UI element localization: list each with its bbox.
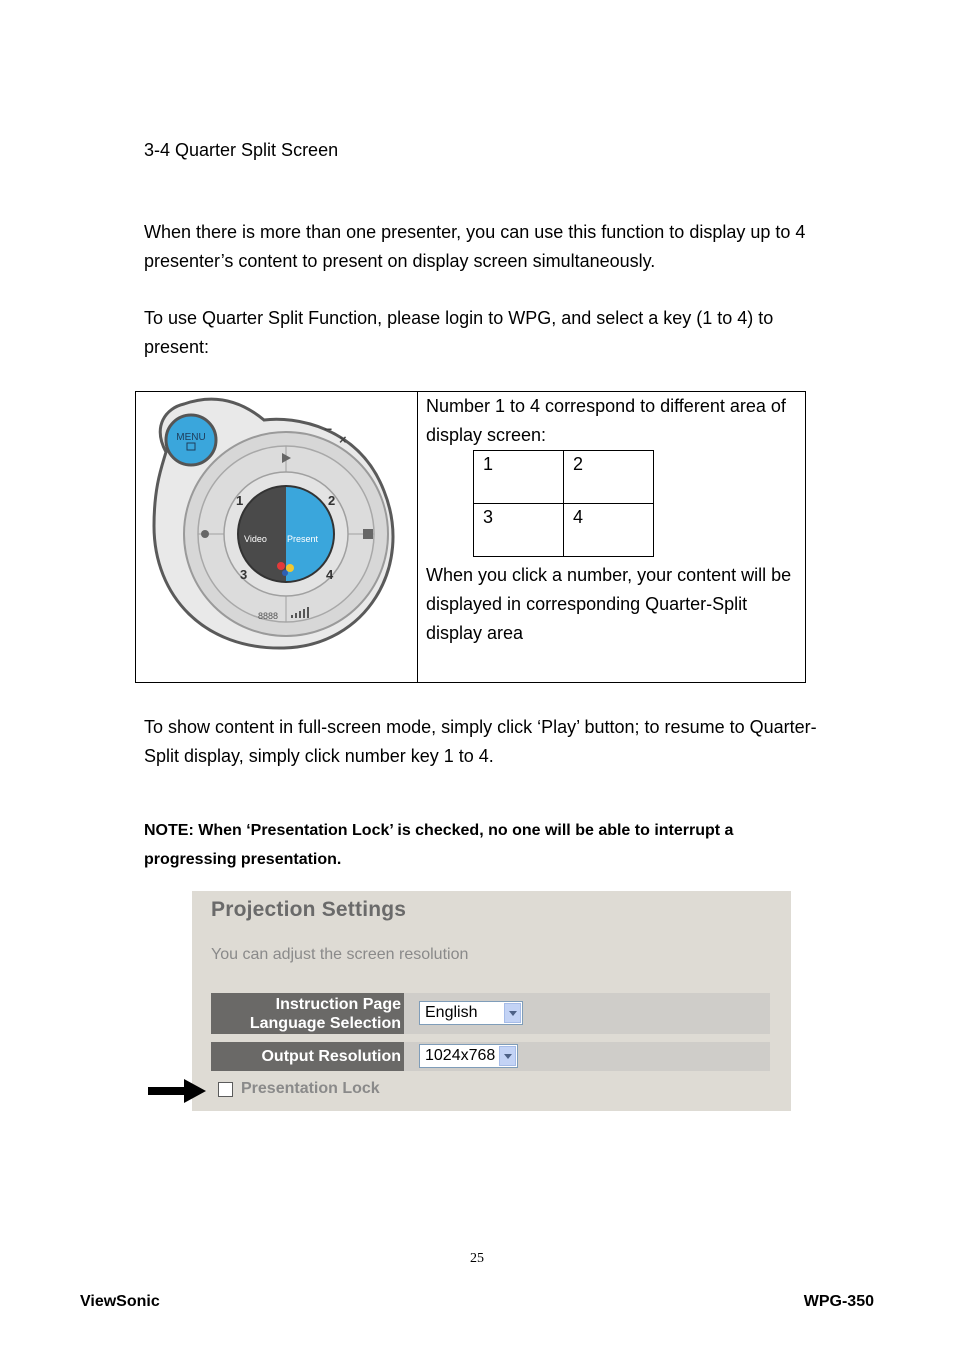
resolution-label: Output Resolution [211,1042,404,1071]
key-3: 3 [240,567,248,582]
settings-subtitle: You can adjust the screen resolution [211,946,469,963]
settings-title: Projection Settings [211,898,407,921]
key-1: 1 [236,493,244,508]
status-readout: 8888 [258,611,279,621]
resolution-row [211,1042,770,1071]
chevron-down-icon [499,1046,516,1066]
intro-paragraph: When there is more than one presenter, you can use this function to display up to 4 presenter’s content to present on display screen simultaneously. [144,222,806,271]
presentation-lock-label[interactable]: Presentation Lock [241,1080,380,1097]
remote-control-image [144,396,406,652]
presentation-lock-checkbox[interactable] [218,1082,233,1097]
menu-label: MENU [176,432,206,443]
close-icon: × [339,432,347,447]
grid-cell-3: 3 [474,504,564,557]
logo-present: Present [287,534,319,544]
page-number: 25 [470,1251,484,1266]
note-text: NOTE: When ‘Presentation Lock’ is checked, no one will be able to interrupt a progressing presentation. [144,822,734,868]
footer-model: WPG-350 [803,1293,874,1310]
feature-description-top: Number 1 to 4 correspond to different area of display screen: [426,396,786,445]
stop-icon [363,529,373,539]
section-heading: 3-4 Quarter Split Screen [144,140,339,160]
arrow-right-icon [148,1079,206,1103]
fullscreen-paragraph: To show content in full-screen mode, simply click ‘Play’ button; to resume to Quarter-Split display, simply click number key 1 to 4. [144,717,817,766]
grid-cell-2: 2 [564,451,654,504]
language-row [211,993,770,1034]
feature-description-bottom-wrap [426,561,806,648]
feature-description [426,392,806,450]
feature-description-bottom: When you click a number, your content will be displayed in corresponding Quarter-Split display area [426,565,792,643]
usage-paragraph: To use Quarter Split Function, please login to WPG, and select a key (1 to 4) to present: [144,308,774,357]
quarter-split-grid [473,450,654,557]
pen-icon [201,530,209,538]
projection-settings-panel [192,891,791,1111]
footer-brand: ViewSonic [80,1293,160,1310]
logo-bird-icon [277,562,285,570]
chevron-down-icon [504,1003,521,1023]
language-label: Instruction Page Language Selection [211,993,404,1034]
minimize-icon: − [324,421,333,437]
logo-video: Video [244,534,267,544]
resolution-select[interactable]: 1024x768 [419,1044,518,1068]
key-2: 2 [328,493,336,508]
grid-cell-4: 4 [564,504,654,557]
feature-table [135,391,806,683]
grid-cell-1: 1 [474,451,564,504]
table-divider [417,392,418,682]
key-4: 4 [326,567,334,582]
language-select[interactable]: English [419,1001,523,1025]
